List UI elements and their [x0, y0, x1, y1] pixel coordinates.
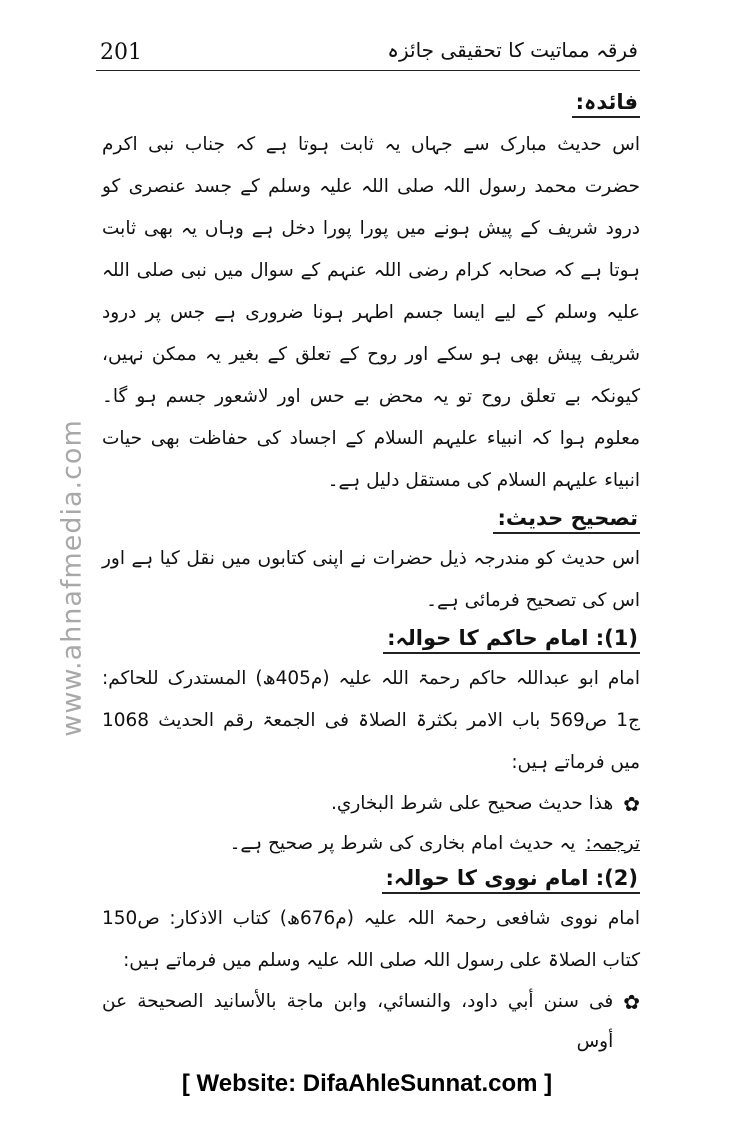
flower-bullet-icon: ✿ [623, 990, 640, 1014]
hakim-paragraph: امام ابو عبداللہ حاکم رحمۃ اللہ علیہ (م405ھ) المستدرک للحاکم: ج1 ص569 باب الامر بکثرۃ الصلاۃ فی الجمعۃ رقم الحدیث 1068 میں فرماتے ہیں: [102, 668, 641, 773]
website-footer: [ Website: DifaAhleSunnat.com ] [181, 1070, 553, 1097]
nawawi-paragraph: امام نووی شافعی رحمۃ اللہ علیہ (م676ھ) کتاب الاذکار: ص150 کتاب الصلاۃ علی رسول اللہ صلی اللہ علیہ وسلم میں فرماتے ہیں: [102, 908, 640, 971]
flower-bullet-icon: ✿ [623, 792, 640, 816]
faida-heading: فائدہ: [572, 90, 640, 118]
translation-text: یہ حدیث امام بخاری کی شرط پر صحیح ہے۔ [229, 833, 576, 854]
nawawi-quote [102, 982, 640, 1062]
page-content [102, 82, 640, 1062]
watermark-text: www.ahnafmedia.com [56, 419, 88, 737]
hakim-quote-text: هذا حديث صحيح على شرط البخاري. [330, 793, 614, 814]
nawawi-quote-text: فی سنن أبي داود، والنسائي، وابن ماجة بالأسانيد الصحيحة عن أوس [102, 991, 614, 1052]
book-title: فرقہ مماتیت کا تحقیقی جائزہ [387, 38, 638, 62]
nawawi-heading: (2): امام نووی کا حوالہ: [382, 866, 641, 894]
faida-paragraph: اس حدیث مبارک سے جہاں یہ ثابت ہوتا ہے کہ جناب نبی اکرم حضرت محمد رسول اللہ صلی اللہ علیہ وسلم کے جسد عنصری کو درود شریف کے پیش ہونے میں پورا پورا دخل ہے وہاں یہ بھی ثابت ہوتا ہے کہ صحابہ کرام رضی اللہ عنہم کے سوال میں نبی صلی اللہ علیہ وسلم کے لیے ایسا جسم اطہر ہونا ضروری ہے جس پر درود شریف پیش بھی ہو سکے اور روح کے تعلق کے بغیر یہ ممکن نہیں، کیونکہ بے تعلق روح تو یہ محض بے حس اور لاشعور جسم ہو گا۔ معلوم ہوا کہ انبیاء علیہم السلام کے اجساد کی حفاظت بھی حیات انبیاء علیہم السلام کی مستقل دلیل ہے۔ [102, 134, 640, 491]
tasheeh-paragraph: اس حدیث کو مندرجہ ذیل حضرات نے اپنی کتابوں میں نقل کیا ہے اور اس کی تصحیح فرمائی ہے۔ [102, 548, 640, 611]
hakim-quote [102, 784, 640, 824]
page-number: 201 [100, 40, 142, 65]
translation-label: ترجمہ: [585, 833, 640, 854]
tasheeh-heading: تصحیح حدیث: [493, 506, 640, 534]
hakim-heading: (1): امام حاکم کا حوالہ: [383, 626, 640, 654]
hakim-translation [102, 824, 640, 864]
page-header [96, 36, 640, 71]
